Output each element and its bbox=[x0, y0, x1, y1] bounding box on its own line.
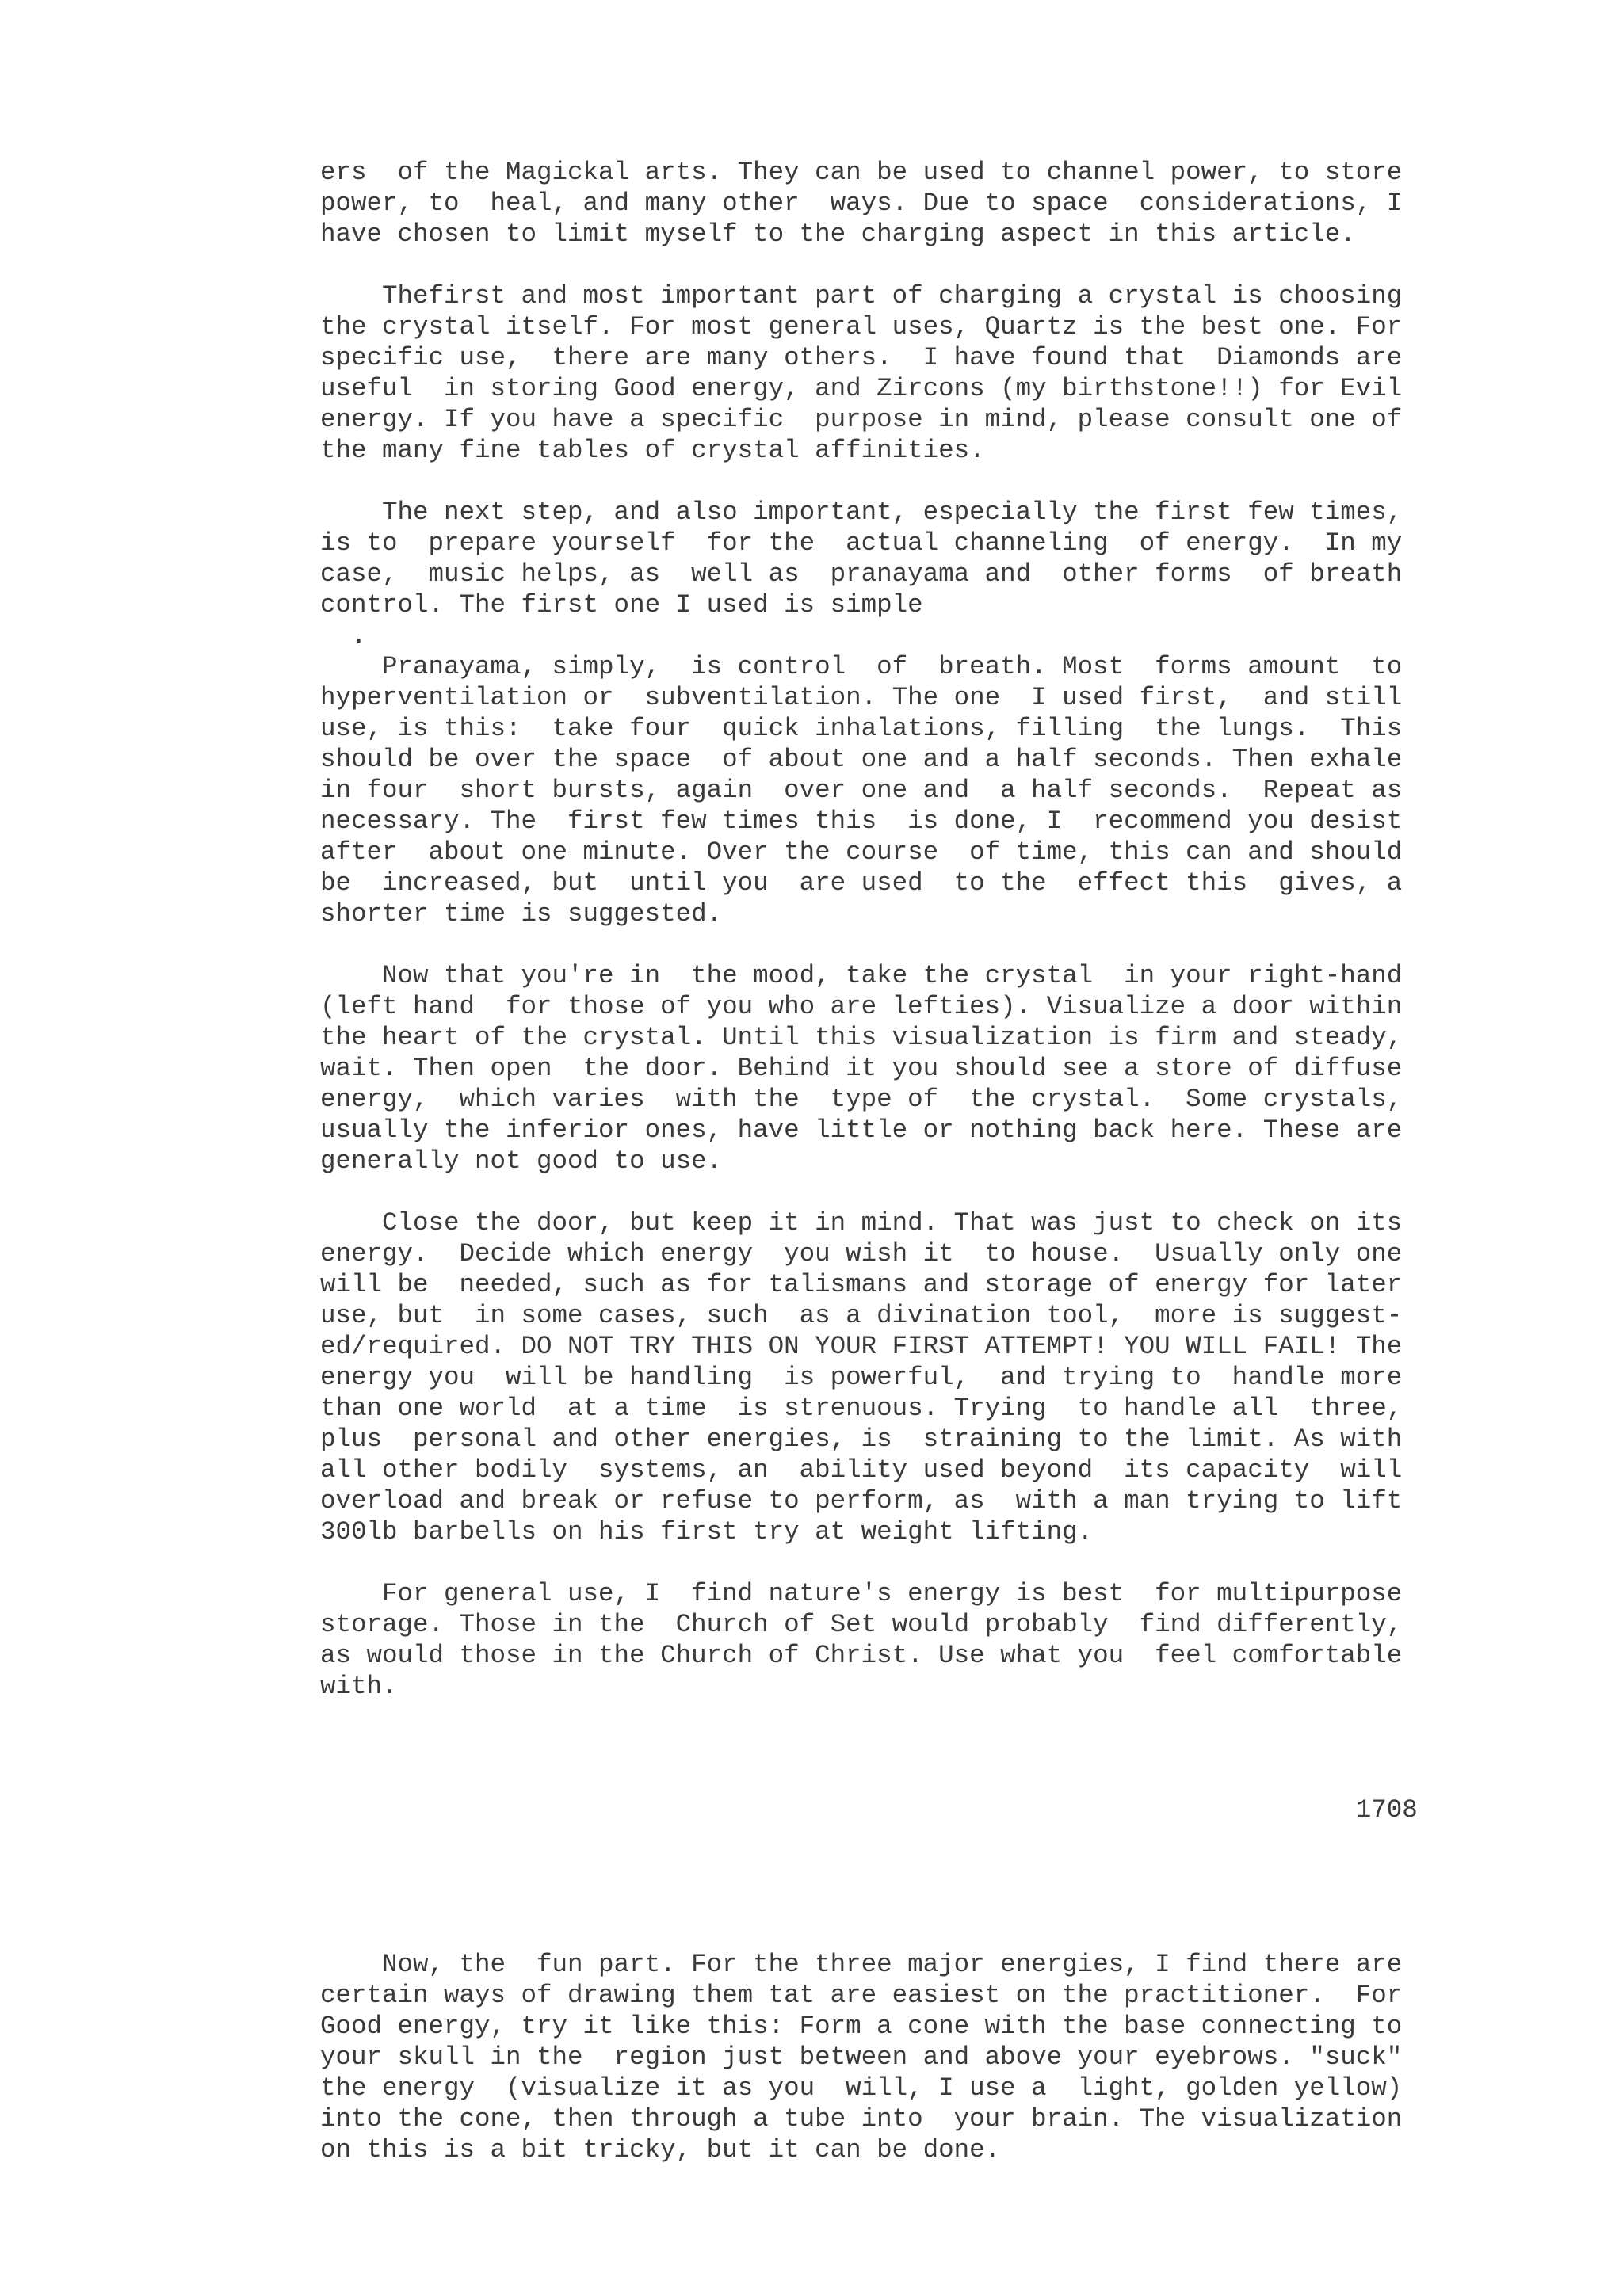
text-line: as would those in the Church of Christ. Use what you feel comfortable bbox=[320, 1641, 1403, 1670]
text-line: all other bodily systems, an ability used beyond its capacity will bbox=[320, 1455, 1403, 1485]
text-line: certain ways of drawing them tat are easiest on the practitioner. For bbox=[320, 1981, 1403, 2010]
text-line bbox=[320, 1918, 1485, 1949]
text-line: energy you will be handling is powerful, and trying to handle more bbox=[320, 1363, 1403, 1392]
text-line: the energy (visualize it as you will, I use a light, golden yellow) bbox=[320, 2073, 1403, 2103]
text-line bbox=[320, 1825, 1485, 1856]
text-line bbox=[320, 1733, 1485, 1764]
text-line: For general use, I find nature's energy is best for multipurpose bbox=[320, 1579, 1403, 1608]
text-line bbox=[320, 1764, 1485, 1794]
text-line: power, to heal, and many other ways. Due to space considerations, I bbox=[320, 189, 1403, 218]
text-line bbox=[320, 929, 1485, 960]
text-line: will be needed, such as for talismans and storage of energy for later bbox=[320, 1270, 1403, 1299]
text-line: overload and break or refuse to perform, as with a man trying to lift bbox=[320, 1486, 1403, 1516]
text-line bbox=[320, 1856, 1485, 1887]
text-line bbox=[320, 1177, 1485, 1207]
text-line: usually the inferior ones, have little or nothing back here. These are bbox=[320, 1116, 1403, 1145]
text-line: is to prepare yourself for the actual channeling of energy. In my bbox=[320, 528, 1403, 558]
text-line: on this is a bit tricky, but it can be done. bbox=[320, 2135, 1001, 2164]
text-line: Now, the fun part. For the three major energies, I find there are bbox=[320, 1950, 1403, 1979]
text-line: specific use, there are many others. I have found that Diamonds are bbox=[320, 343, 1403, 372]
document-text bbox=[320, 157, 1485, 2165]
page-number: 1708 bbox=[320, 1795, 1418, 1825]
text-line: . bbox=[320, 621, 367, 650]
text-line: with. bbox=[320, 1672, 398, 1701]
text-line: Good energy, try it like this: Form a cone with the base connecting to bbox=[320, 2012, 1403, 2041]
text-line: The next step, and also important, especially the first few times, bbox=[320, 498, 1403, 527]
text-line: control. The first one I used is simple bbox=[320, 590, 923, 620]
text-line: energy, which varies with the type of the crystal. Some crystals, bbox=[320, 1085, 1403, 1114]
text-line: 300lb barbells on his first try at weight lifting. bbox=[320, 1517, 1094, 1547]
text-line: shorter time is suggested. bbox=[320, 899, 723, 929]
text-line: hyperventilation or subventilation. The one I used first, and still bbox=[320, 683, 1403, 712]
text-line: (left hand for those of you who are lefties). Visualize a door within bbox=[320, 992, 1403, 1021]
text-line: Now that you're in the mood, take the crystal in your right-hand bbox=[320, 961, 1403, 990]
text-line: the many fine tables of crystal affinities. bbox=[320, 436, 985, 465]
text-line: be increased, but until you are used to the effect this gives, a bbox=[320, 868, 1403, 898]
text-line: necessary. The first few times this is done, I recommend you desist bbox=[320, 807, 1403, 836]
text-line bbox=[320, 250, 1485, 280]
text-line: in four short bursts, again over one and a half seconds. Repeat as bbox=[320, 776, 1403, 805]
text-line: storage. Those in the Church of Set would probably find differently, bbox=[320, 1610, 1403, 1639]
text-line bbox=[320, 1887, 1485, 1918]
text-line: ers of the Magickal arts. They can be used to channel power, to store bbox=[320, 158, 1403, 187]
text-line: than one world at a time is strenuous. Trying to handle all three, bbox=[320, 1394, 1403, 1423]
text-line: use, but in some cases, such as a divination tool, more is suggest- bbox=[320, 1301, 1403, 1330]
text-line: energy. Decide which energy you wish it to house. Usually only one bbox=[320, 1239, 1403, 1268]
text-line: use, is this: take four quick inhalations, filling the lungs. This bbox=[320, 714, 1403, 743]
text-line bbox=[320, 1702, 1485, 1733]
text-line: after about one minute. Over the course of time, this can and should bbox=[320, 837, 1403, 867]
text-line: the heart of the crystal. Until this visualization is firm and steady, bbox=[320, 1023, 1403, 1052]
text-line: ed/required. DO NOT TRY THIS ON YOUR FIRST ATTEMPT! YOU WILL FAIL! The bbox=[320, 1332, 1403, 1361]
text-line: your skull in the region just between and above your eyebrows. "suck" bbox=[320, 2042, 1403, 2072]
text-line: plus personal and other energies, is straining to the limit. As with bbox=[320, 1425, 1403, 1454]
text-line: useful in storing Good energy, and Zircons (my birthstone!!) for Evil bbox=[320, 374, 1403, 403]
text-line: have chosen to limit myself to the charging aspect in this article. bbox=[320, 219, 1356, 249]
text-line: the crystal itself. For most general uses, Quartz is the best one. For bbox=[320, 312, 1403, 341]
text-line: Thefirst and most important part of charging a crystal is choosing bbox=[320, 281, 1403, 311]
text-line bbox=[320, 1547, 1485, 1578]
text-line: should be over the space of about one and a half seconds. Then exhale bbox=[320, 745, 1403, 774]
text-line: energy. If you have a specific purpose in mind, please consult one of bbox=[320, 405, 1403, 434]
text-line: wait. Then open the door. Behind it you should see a store of diffuse bbox=[320, 1054, 1403, 1083]
text-line: into the cone, then through a tube into your brain. The visualization bbox=[320, 2104, 1403, 2134]
text-line bbox=[320, 466, 1485, 497]
text-line: Pranayama, simply, is control of breath. Most forms amount to bbox=[320, 652, 1403, 681]
text-line: generally not good to use. bbox=[320, 1146, 723, 1176]
text-line: case, music helps, as well as pranayama and other forms of breath bbox=[320, 559, 1403, 589]
text-line: Close the door, but keep it in mind. That was just to check on its bbox=[320, 1208, 1403, 1238]
